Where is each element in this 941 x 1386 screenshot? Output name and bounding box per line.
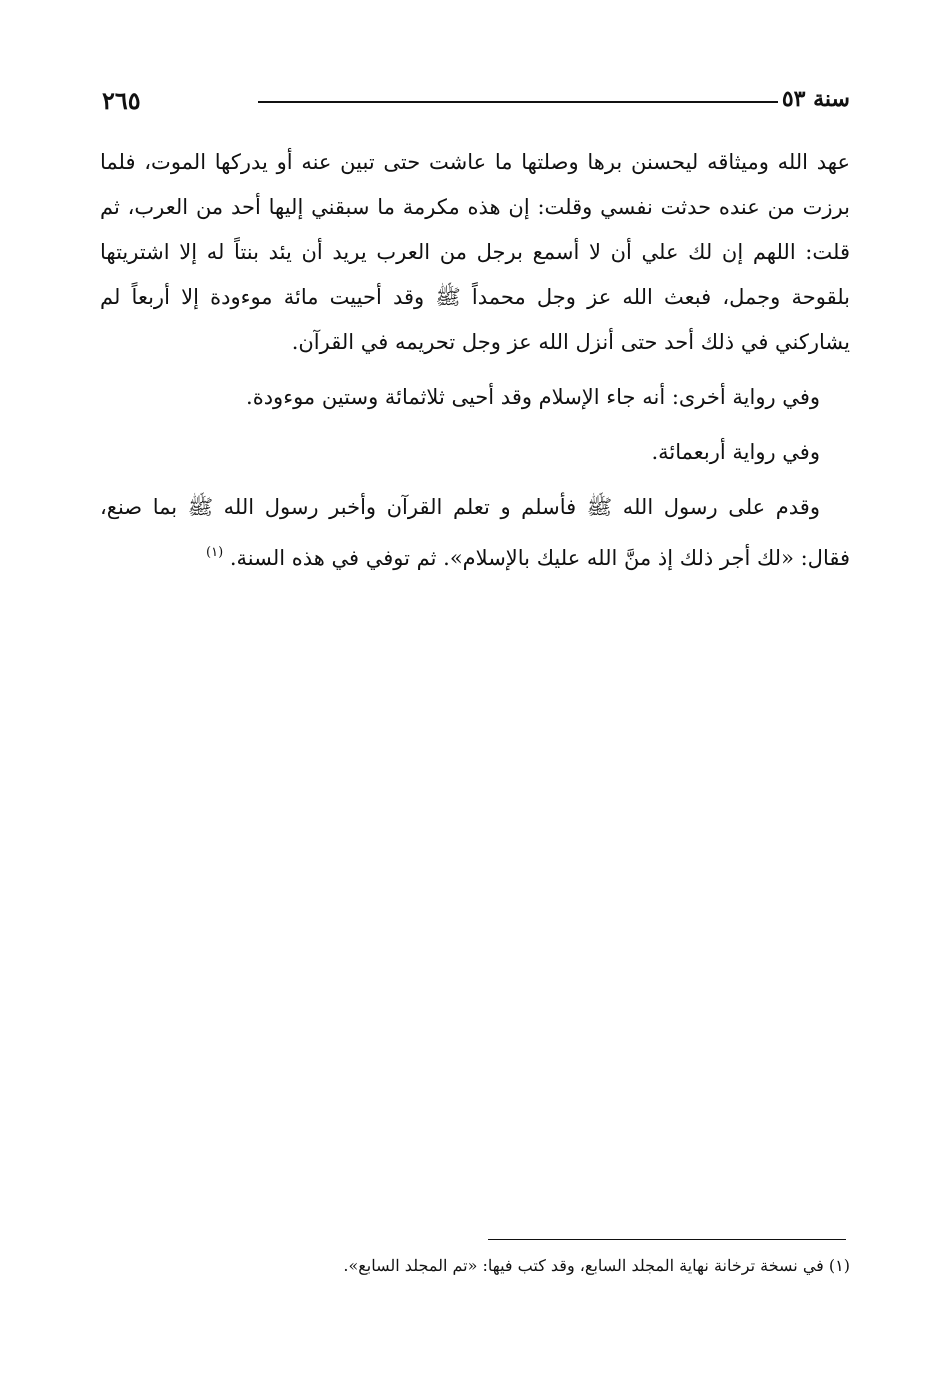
running-header xyxy=(100,86,850,120)
header-rule xyxy=(258,101,778,103)
paragraph: وفي رواية أخرى: أنه جاء الإسلام وقد أحيى ثلاثمائة وستين موءودة. xyxy=(246,385,820,409)
running-title: سنة ٥٣ xyxy=(781,86,850,112)
footnote-reference: (١) xyxy=(206,545,224,560)
paragraph: وفي رواية أربعمائة. xyxy=(651,440,820,464)
footnote-rule xyxy=(488,1239,846,1240)
paragraph xyxy=(100,485,850,581)
footnote: (١) في نسخة ترخانة نهاية المجلد السابع، وقد كتب فيها: «تم المجلد السابع». xyxy=(343,1256,850,1275)
main-text xyxy=(100,140,850,581)
paragraph: عهد الله وميثاقه ليحسنن برها وصلتها ما عاشت حتى تبين عنه أو يدركها الموت، فلما برزت من عنده حدثت نفسي وقلت: إن هذه مكرمة ما سبقني إليها أحد من العرب، ثم قلت: اللهم إن لك علي أن لا أسمع برجل من العرب يريد أن يئد بنتاً له إلا اشتريتها بلقوحة وجمل، فبعث الله عز وجل محمداً ﷺ وقد أحييت مائة موءودة إلا أربعاً لم يشاركني في ذلك أحد حتى أنزل الله عز وجل تحريمه في القرآن. xyxy=(100,150,850,354)
paragraph-text: وقدم على رسول الله ﷺ فأسلم و تعلم القرآن وأخبر رسول الله ﷺ بما صنع، فقال: «لك أجر ذلك إذ منَّ الله عليك بالإسلام». ثم توفي في هذه السنة. xyxy=(100,495,850,570)
page-number: ٢٦٥ xyxy=(102,86,141,115)
